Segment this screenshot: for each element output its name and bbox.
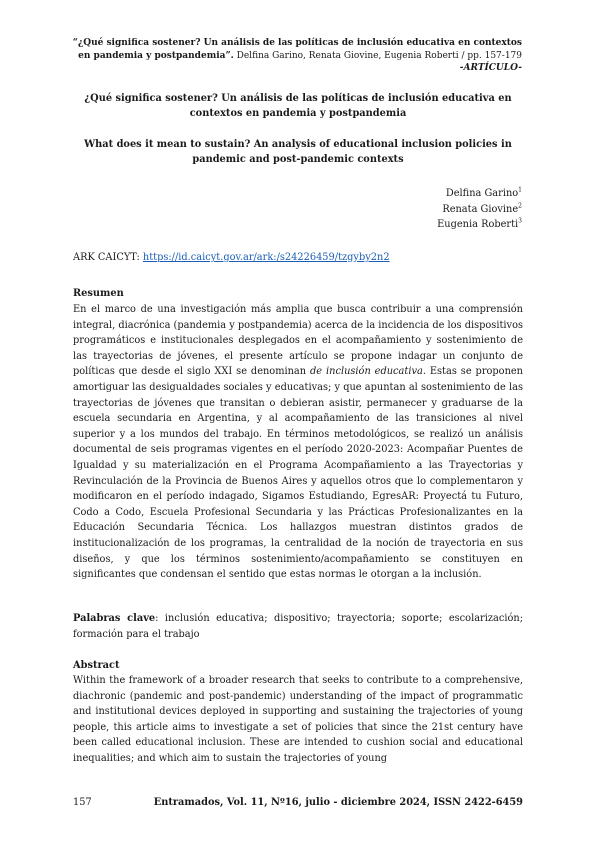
footnote-ref[interactable]: 2	[518, 202, 522, 210]
title-spanish: ¿Qué significa sostener? Un análisis de las políticas de inclusión educativa en contextos en pandemia y postpandemia	[84, 93, 512, 119]
author-item: Eugenia Roberti$^3$	[437, 217, 522, 230]
ark-label: ARK CAICYT:	[73, 252, 143, 263]
footnote-ref[interactable]: 3	[518, 217, 522, 225]
abstract-body: Within the framework of a broader research that seeks to contribute to a comprehensive, diachronic (pandemic and post-pandemic) understanding of the impact of programmatic and institutional devices deployed in supporting and sustaining the trajectories of young people, this article aims to investigate a set of policies that since the 21st century have been called educational inclusion. These are intended to cushion social and educational inequalities; and which aim to sustain the trajectories of young	[73, 675, 523, 764]
journal-info: Entramados, Vol. 11, Nº16, julio - diciembre 2024, ISSN 2422-6459	[153, 797, 523, 808]
abstract-heading: Abstract	[73, 660, 120, 671]
author-list	[437, 186, 522, 233]
header-authors-pages: Delfina Garino, Renata Giovine, Eugenia Roberti / pp. 157-179	[233, 50, 522, 61]
resumen-heading: Resumen	[73, 288, 124, 299]
running-header	[62, 37, 522, 75]
resumen-body: En el marco de una investigación más amplia que busca contribuir a una comprensión integral, diacrónica (pandemia y postpandemia) acerca de la incidencia de los dispositivos programáticos e institucionales desplegados en el acompañamiento y sostenimiento de las trayectorias de jóvenes, el presente artículo se propone indagar un conjunto de políticas que desde el siglo XXI se denominan de inclusión educativa. Estas se proponen amortiguar las desigualdades sociales y educativas; y que apuntan al sostenimiento de las trayectorias de jóvenes que transitan o debieran asistir, permanecer y graduarse de la escuela secundaria en Argentina, y al acompañamiento de las transiciones al nivel superior y a los mundos del trabajo. En términos metodológicos, se realizó un análisis documental de seis programas vigentes en el período 2020-2023: Acompañar Puentes de Igualdad y su materialización en el Programa Acompañamiento a las Trayectorias y Revinculación de la Provincia de Buenos Aires y aquellos otros que lo complementaron y modificaron en el período indagado, Sigamos Estudiando, EgresAR: Proyectá tu Futuro, Codo a Codo, Escuela Profesional Secundaria y las Prácticas Profesionalizantes en la Educación Secundaria Técnica. Los hallazgos muestran distintos grados de institucionalización de los programas, la centralidad de la noción de trayectoria en sus diseños, y que los términos sostenimiento/acompañamiento se constituyen en significantes que condensan el sentido que estas normas le otorgan a la inclusión.	[73, 304, 523, 581]
keywords-text: : inclusión educativa; dispositivo; trayectoria; soporte; escolarización; formación para el trabajo	[73, 613, 523, 640]
author-item: Delfina Garino$^1$	[445, 186, 522, 199]
header-section-tag: -ARTÍCULO-	[459, 63, 522, 73]
ark-link[interactable]: https://id.caicyt.gov.ar/ark:/s24226459/tzgyby2n2	[142, 252, 390, 263]
title-english: What does it mean to sustain? An analysis of educational inclusion policies in pandemic and post-pandemic contexts	[84, 139, 512, 165]
author-item: Renata Giovine$^2$	[442, 202, 522, 215]
keywords	[73, 611, 523, 642]
ark-identifier	[73, 250, 390, 265]
footnote-ref[interactable]: 1	[518, 186, 522, 194]
page-number: 157	[73, 797, 92, 808]
header-article-title: “¿Qué significa sostener? Un análisis de las políticas de inclusión educativa en contextos en pandemia y postpandemia”.	[72, 38, 522, 61]
keywords-label: Palabras clave	[73, 613, 156, 624]
